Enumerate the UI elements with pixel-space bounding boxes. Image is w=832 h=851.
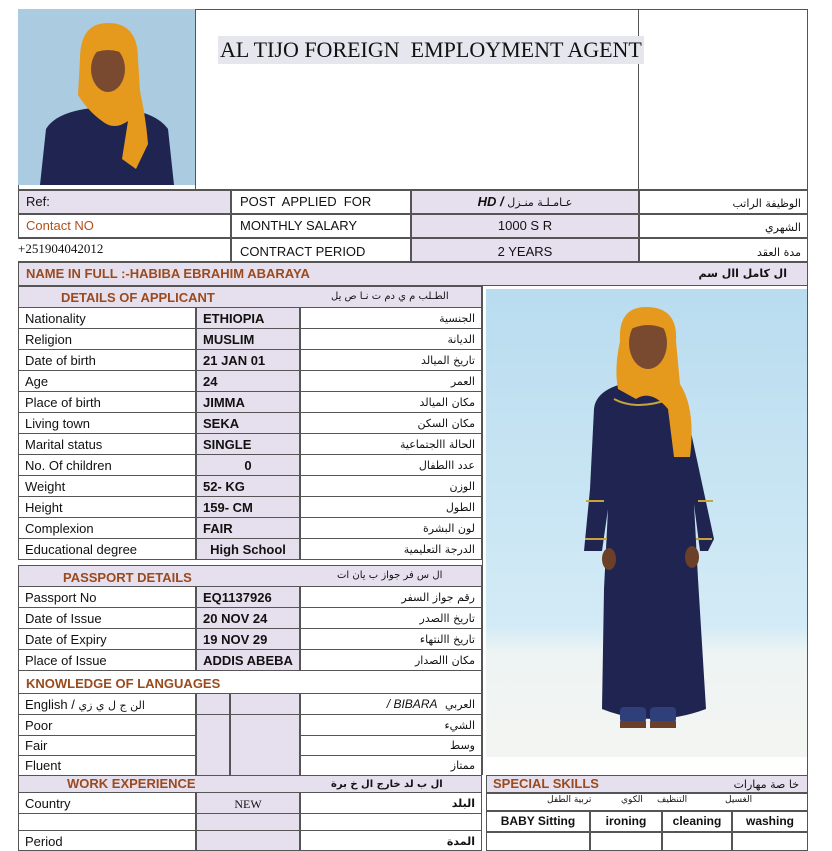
row-label: Date of birth (25, 353, 96, 368)
work-title: WORK EXPERIENCE (67, 776, 196, 791)
skills-title: SPECIAL SKILLS (493, 776, 599, 791)
row-label: Weight (25, 479, 66, 494)
row-value: FAIR (203, 521, 233, 536)
row-value: High School (210, 542, 286, 557)
period-label-ar: المدة (446, 835, 475, 848)
row-label-ar: العمر (450, 375, 475, 388)
language-level-label: Poor (25, 718, 53, 733)
contact-cell (18, 214, 231, 238)
applicant-title-ar: الطـلب م ي دم ت نـا ص يل (331, 291, 449, 302)
row-value: 24 (203, 374, 218, 389)
salary-value: 1000 S R (497, 218, 553, 233)
skill-washing (732, 811, 808, 832)
row-label-ar: الطول (445, 501, 475, 514)
name-bar (18, 262, 808, 286)
row-label-ar: مكان االصدار (414, 654, 475, 667)
row-label-ar: لون البشرة (423, 522, 475, 535)
country-ar-cell (300, 793, 482, 814)
row-label-ar: تاريخ االصدر (419, 612, 475, 625)
contract-value: 2 YEARS (497, 244, 553, 259)
post-label-ar-cell (639, 190, 808, 214)
row-value: ADDIS ABEBA (203, 653, 293, 668)
language-check-a (196, 735, 230, 756)
row-label-ar: عدد االطفال (418, 459, 475, 472)
ref-label: Ref: (26, 194, 50, 209)
skill-0: BABY Sitting (500, 814, 576, 828)
post-label-cell (231, 190, 411, 214)
language-check-b (230, 715, 300, 736)
row-label: Complexion (25, 521, 94, 536)
row-label-ar: الدرجة التعليمية (403, 543, 475, 556)
period-label-cell (18, 831, 196, 851)
row-value: ETHIOPIA (203, 311, 265, 326)
skill-cleaning (662, 811, 732, 832)
salary-label: MONTHLY SALARY (240, 218, 358, 233)
passport-title-ar: ال س فر جواز ب يان ات (337, 570, 443, 581)
language-level-label: Fluent (25, 758, 62, 773)
row-value: 21 JAN 01 (203, 353, 266, 368)
salary-label-ar: الشهري (765, 221, 801, 234)
row-value: SINGLE (203, 437, 252, 452)
row-label-ar: الوزن (449, 480, 475, 493)
work-header (18, 775, 482, 793)
post-label: POST APPLIED FOR (240, 194, 372, 209)
arabic-cell (300, 694, 482, 715)
country-label-ar: البلد (451, 797, 475, 810)
language-check-a (196, 755, 230, 776)
contract-label-ar: مدة العقد (757, 246, 801, 259)
country-value-cell (196, 793, 300, 814)
row-label: Living town (25, 416, 91, 431)
row-label-ar: الجنسية (439, 312, 475, 325)
period-value-cell (196, 831, 300, 851)
skill-ar-3: تربية الطفل (547, 795, 592, 805)
language-level-ar: ممتاز (450, 759, 475, 772)
row-label: Marital status (25, 437, 103, 452)
row-label: Date of Expiry (25, 632, 107, 647)
photo-frame (482, 286, 808, 775)
row-value: 159- CM (203, 500, 253, 515)
skill-2: cleaning (672, 814, 722, 828)
row-label: No. Of children (25, 458, 112, 473)
row-value: EQ1137926 (203, 590, 272, 605)
post-value-cell (411, 190, 639, 214)
work-title-ar: ال ب لد خارج ال خ برة (331, 779, 443, 790)
blank-cell-1 (18, 814, 196, 831)
skills-blank-b (590, 832, 662, 851)
applicant-title: DETAILS OF APPLICANT (61, 290, 215, 305)
row-label-ar: تاريخ االنتهاء (419, 633, 475, 646)
passport-header (18, 565, 482, 587)
skill-3: washing (745, 814, 794, 828)
row-value: 0 (244, 458, 252, 473)
skill-ar-1: التنظيف (657, 795, 688, 805)
full-name: NAME IN FULL :-HABIBA EBRAHIM ABARAYA (26, 266, 310, 281)
skills-header (486, 775, 808, 793)
skill-ar-2: الكوي (621, 795, 643, 805)
row-label: Nationality (25, 311, 86, 326)
row-label: Educational degree (25, 542, 138, 557)
post-value-ar: عـامـلـة منـزل (507, 196, 573, 209)
salary-label-ar-cell (639, 214, 808, 238)
row-value: 20 NOV 24 (203, 611, 268, 626)
skill-1: ironing (605, 814, 647, 828)
language-check-b (230, 735, 300, 756)
contract-label: CONTRACT PERIOD (240, 244, 366, 259)
skills-title-ar: خا صة مهارات (733, 778, 799, 791)
english-check-b (230, 694, 300, 715)
passport-photo (18, 9, 195, 185)
english-label-ar: الن ج ل ي زي (78, 699, 145, 712)
row-label: Place of Issue (25, 653, 107, 668)
salary-label-cell (231, 214, 411, 238)
country-label-cell (18, 793, 196, 814)
language-level-ar: الشيء (444, 719, 475, 732)
agency-title: AL TIJO FOREIGN EMPLOYMENT AGENT (220, 37, 642, 62)
passport-title: PASSPORT DETAILS (63, 570, 192, 585)
salary-value-cell (411, 214, 639, 238)
arabic-value: BIBARA / (386, 697, 438, 711)
language-check-a (196, 715, 230, 736)
row-label-ar: تاريخ الميالد (421, 354, 475, 367)
row-value: 19 NOV 29 (203, 632, 268, 647)
row-value: JIMMA (203, 395, 245, 410)
contract-label-cell (231, 238, 411, 262)
row-label: Age (25, 374, 49, 389)
row-label-ar: مكان الميالد (419, 396, 475, 409)
languages-title: KNOWLEDGE OF LANGUAGES (26, 676, 221, 691)
language-check-b (230, 755, 300, 776)
english-label: English / (25, 697, 75, 712)
row-value: 52- KG (203, 479, 245, 494)
row-label-ar: مكان السكن (417, 417, 475, 430)
skill-ar-0: الغسيل (725, 795, 753, 805)
country-label: Country (25, 796, 71, 811)
language-level-label: Fair (25, 738, 48, 753)
blank-cell-3 (300, 814, 482, 831)
skill-ironing (590, 811, 662, 832)
full-name-ar: ال كامل اال سم (698, 267, 787, 280)
language-level-ar: وسط (450, 739, 475, 752)
country-value: NEW (234, 797, 262, 811)
contact-label: Contact NO (26, 218, 94, 233)
row-label: Religion (25, 332, 72, 347)
skills-ar-row (486, 793, 808, 811)
skill-baby-sitting (486, 811, 590, 832)
applicant-header (18, 286, 482, 308)
row-value: MUSLIM (203, 332, 255, 347)
row-label-ar: الحالة االجتماعية (400, 438, 475, 451)
skills-blank-a (486, 832, 590, 851)
blank-cell-2 (196, 814, 300, 831)
arabic-label-ar: العربي (444, 698, 475, 711)
row-label: Place of birth (25, 395, 101, 410)
post-label-ar: الوظيفة الراتب (732, 197, 801, 210)
photo-divider (195, 9, 196, 190)
row-label: Height (25, 500, 63, 515)
period-label: Period (25, 834, 63, 849)
languages-header (18, 670, 482, 694)
english-check-a (196, 694, 230, 715)
contract-value-cell (411, 238, 639, 262)
period-ar-cell (300, 831, 482, 851)
post-value-en: HD / (477, 194, 504, 209)
row-label: Date of Issue (25, 611, 102, 626)
ref-cell (18, 190, 231, 214)
skills-blank-c (662, 832, 732, 851)
contract-label-ar-cell (639, 238, 808, 262)
skills-blank-d (732, 832, 808, 851)
row-label: Passport No (25, 590, 97, 605)
phone-number: +251904042012 (18, 241, 104, 256)
phone-cell (18, 238, 231, 262)
row-value: SEKA (203, 416, 240, 431)
row-label-ar: الديانة (447, 333, 475, 346)
row-label-ar: رقم جواز السفر (401, 591, 475, 604)
